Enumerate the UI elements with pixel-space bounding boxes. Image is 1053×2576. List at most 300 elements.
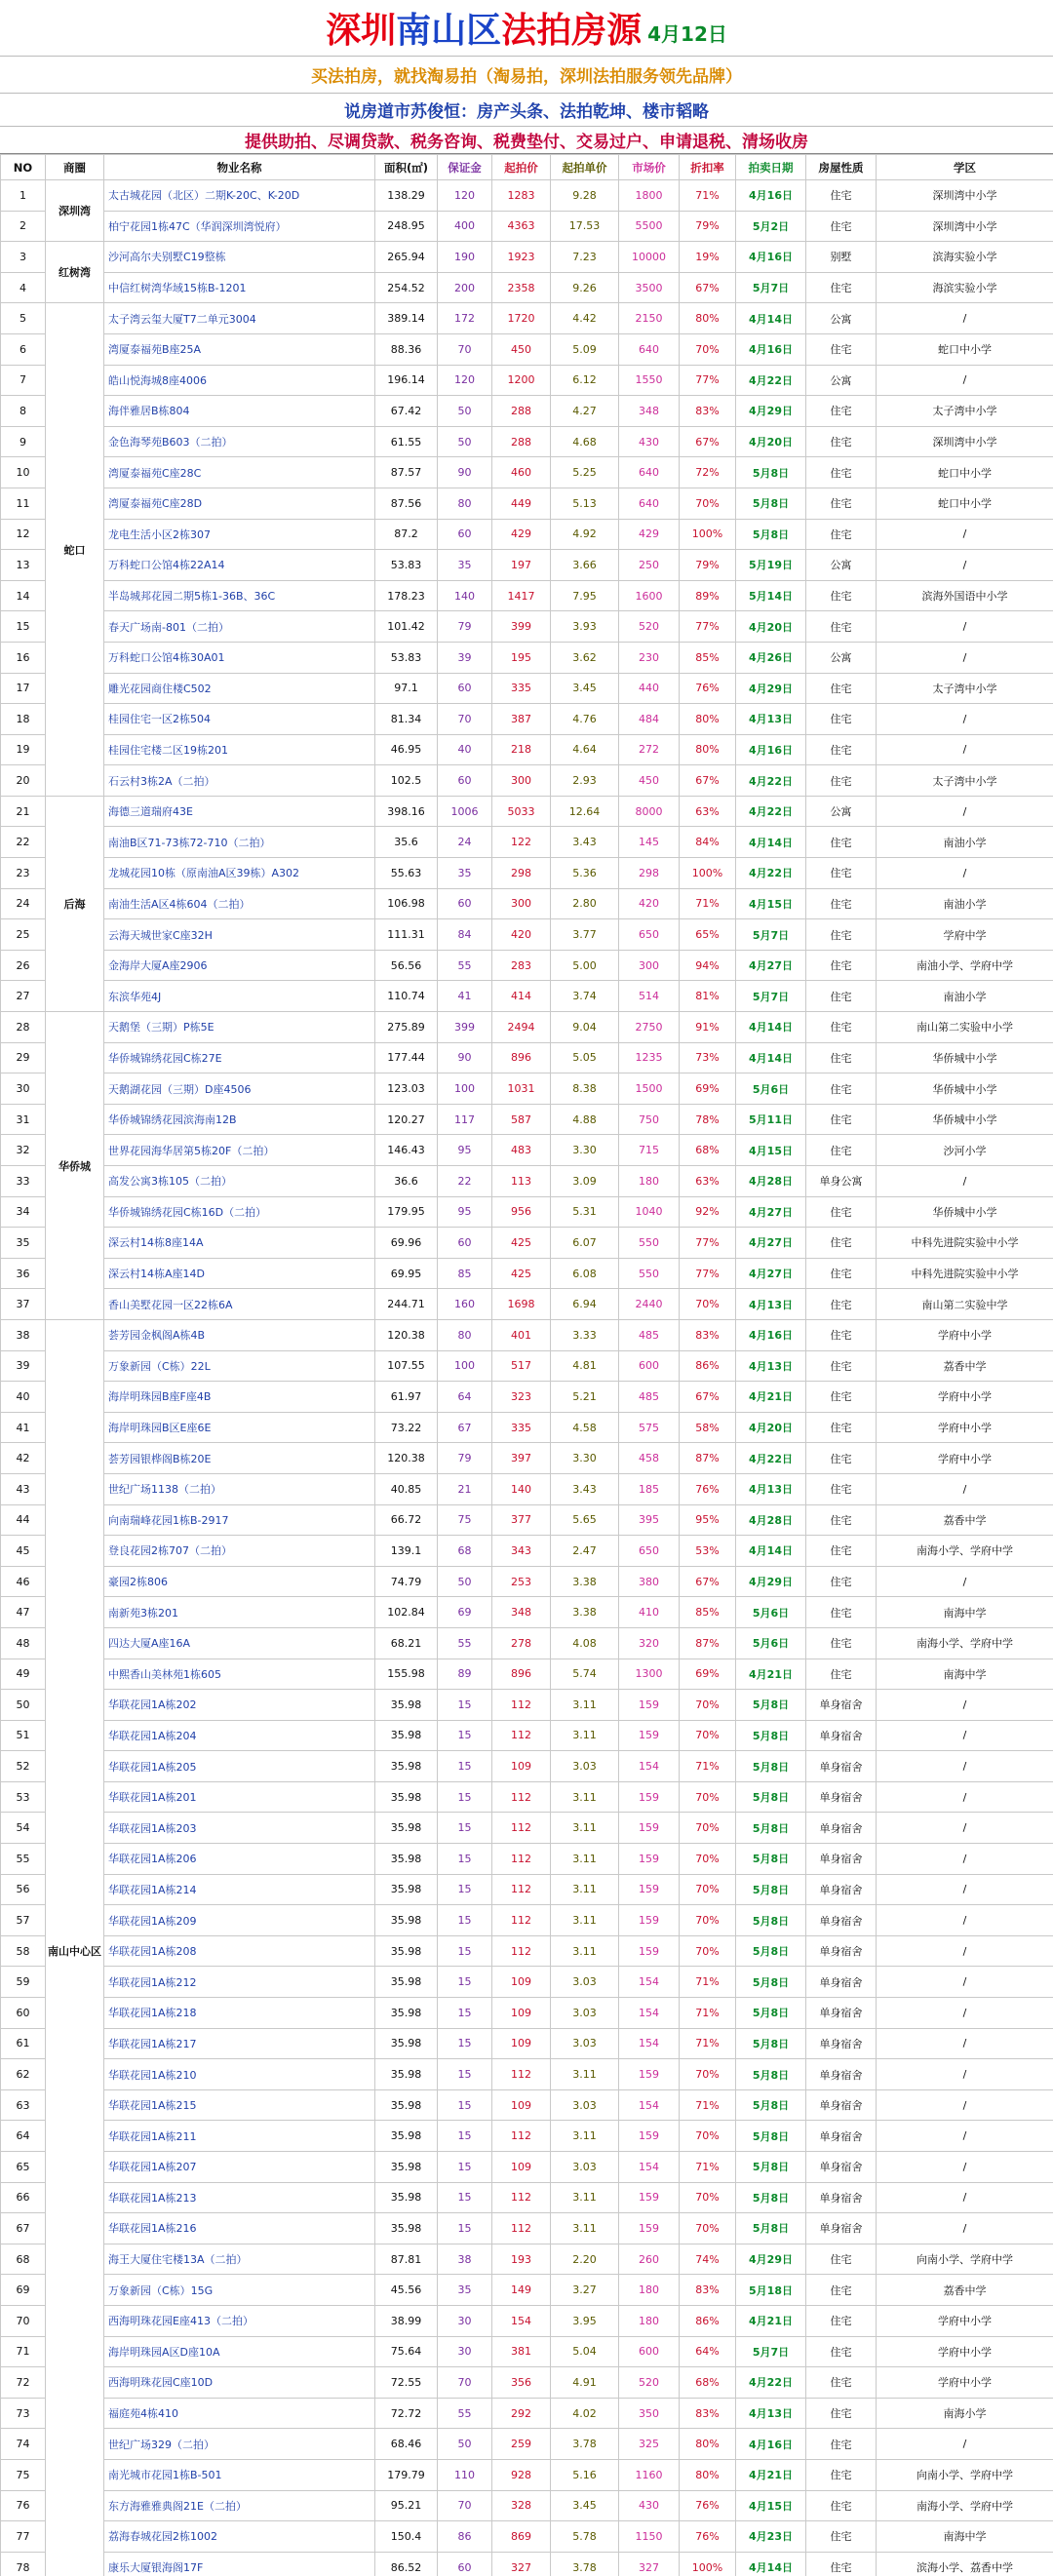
- cell-school: 学府中小学: [877, 1412, 1053, 1443]
- cell-auction-date: 4月23日: [736, 2521, 806, 2553]
- cell-market-price: 1150: [619, 2521, 680, 2553]
- cell-no: 19: [1, 734, 46, 765]
- cell-house-type: 住宅: [806, 1566, 877, 1597]
- cell-size: 81.34: [375, 704, 438, 735]
- cell-school: 学府中小学: [877, 2336, 1053, 2367]
- cell-property-name: 华联花园1A栋201: [104, 1781, 375, 1813]
- cell-size: 87.56: [375, 488, 438, 519]
- cell-area: 华侨城: [46, 1012, 104, 1320]
- cell-size: 86.52: [375, 2552, 438, 2576]
- cell-unit-price: 17.53: [551, 211, 619, 242]
- cell-size: 35.98: [375, 1967, 438, 1998]
- cell-market-price: 159: [619, 1935, 680, 1967]
- cell-deposit: 80: [438, 488, 492, 519]
- cell-property-name: 华联花园1A栋213: [104, 2182, 375, 2213]
- cell-unit-price: 2.20: [551, 2244, 619, 2275]
- cell-no: 60: [1, 1998, 46, 2029]
- cell-school: /: [877, 734, 1053, 765]
- cell-no: 16: [1, 642, 46, 673]
- cell-size: 53.83: [375, 642, 438, 673]
- cell-market-price: 1600: [619, 580, 680, 611]
- cell-property-name: 天鹅堡（三期）P栋5E: [104, 1012, 375, 1043]
- cell-house-type: 单身宿舍: [806, 1905, 877, 1936]
- cell-no: 72: [1, 2367, 46, 2399]
- cell-house-type: 单身宿舍: [806, 2121, 877, 2152]
- cell-market-price: 458: [619, 1443, 680, 1474]
- cell-discount: 100%: [680, 519, 736, 550]
- cell-property-name: 世纪广场1138（二拍）: [104, 1473, 375, 1504]
- cell-auction-date: 4月27日: [736, 1258, 806, 1289]
- cell-school: 南油小学: [877, 888, 1053, 919]
- cell-size: 35.98: [375, 1781, 438, 1813]
- cell-start-price: 122: [492, 827, 551, 858]
- cell-discount: 70%: [680, 1690, 736, 1721]
- table-row: [1, 765, 1053, 797]
- cell-size: 178.23: [375, 580, 438, 611]
- cell-discount: 71%: [680, 1751, 736, 1782]
- table-row: [1, 1258, 1053, 1289]
- cell-size: 35.98: [375, 1813, 438, 1844]
- cell-discount: 71%: [680, 1967, 736, 1998]
- cell-deposit: 70: [438, 2490, 492, 2521]
- cell-no: 56: [1, 1874, 46, 1905]
- cell-deposit: 100: [438, 1073, 492, 1105]
- cell-school: /: [877, 2182, 1053, 2213]
- cell-school: 华侨城中小学: [877, 1196, 1053, 1228]
- cell-start-price: 288: [492, 396, 551, 427]
- cell-school: 沙河小学: [877, 1135, 1053, 1166]
- cell-school: 学府中小学: [877, 2367, 1053, 2399]
- cell-property-name: 华联花园1A栋211: [104, 2121, 375, 2152]
- cell-area: 深圳湾: [46, 180, 104, 242]
- cell-size: 53.83: [375, 550, 438, 581]
- cell-house-type: 住宅: [806, 919, 877, 951]
- cell-no: 52: [1, 1751, 46, 1782]
- cell-discount: 69%: [680, 1659, 736, 1690]
- cell-house-type: 住宅: [806, 734, 877, 765]
- cell-house-type: 公寓: [806, 550, 877, 581]
- cell-auction-date: 4月14日: [736, 827, 806, 858]
- cell-market-price: 154: [619, 2152, 680, 2183]
- cell-size: 87.81: [375, 2244, 438, 2275]
- table-row: [1, 2213, 1053, 2244]
- table-row: [1, 303, 1053, 334]
- cell-property-name: 云海天城世家C座32H: [104, 919, 375, 951]
- cell-no: 13: [1, 550, 46, 581]
- cell-school: 南海小学、学府中学: [877, 2490, 1053, 2521]
- cell-size: 45.56: [375, 2275, 438, 2306]
- cell-no: 6: [1, 333, 46, 365]
- cell-house-type: 单身宿舍: [806, 2152, 877, 2183]
- cell-market-price: 298: [619, 858, 680, 889]
- cell-unit-price: 3.30: [551, 1443, 619, 1474]
- table-row: [1, 2398, 1053, 2429]
- cell-house-type: 住宅: [806, 333, 877, 365]
- cell-no: 45: [1, 1536, 46, 1567]
- cell-no: 20: [1, 765, 46, 797]
- cell-size: 102.5: [375, 765, 438, 797]
- cell-size: 69.96: [375, 1228, 438, 1259]
- cell-auction-date: 4月20日: [736, 1412, 806, 1443]
- cell-house-type: 住宅: [806, 1258, 877, 1289]
- cell-no: 73: [1, 2398, 46, 2429]
- cell-unit-price: 5.09: [551, 333, 619, 365]
- cell-auction-date: 4月28日: [736, 1166, 806, 1197]
- cell-no: 62: [1, 2059, 46, 2090]
- cell-unit-price: 4.27: [551, 396, 619, 427]
- cell-discount: 85%: [680, 1597, 736, 1628]
- cell-market-price: 410: [619, 1597, 680, 1628]
- cell-school: 荔香中学: [877, 1350, 1053, 1382]
- header-row: [1, 155, 1053, 180]
- cell-property-name: 豪园2栋806: [104, 1566, 375, 1597]
- cell-no: 37: [1, 1289, 46, 1320]
- cell-house-type: 单身宿舍: [806, 1720, 877, 1751]
- cell-auction-date: 5月8日: [736, 488, 806, 519]
- cell-school: 学府中小学: [877, 1382, 1053, 1413]
- col-size: 面积(㎡): [375, 155, 438, 180]
- cell-property-name: 康乐大厦银海阁17F: [104, 2552, 375, 2576]
- cell-house-type: 住宅: [806, 272, 877, 303]
- cell-size: 56.56: [375, 950, 438, 981]
- cell-deposit: 21: [438, 1473, 492, 1504]
- cell-unit-price: 4.81: [551, 1350, 619, 1382]
- cell-market-price: 550: [619, 1258, 680, 1289]
- cell-unit-price: 9.28: [551, 180, 619, 212]
- cell-auction-date: 5月8日: [736, 1690, 806, 1721]
- cell-property-name: 海王大厦住宅楼13A（二拍）: [104, 2244, 375, 2275]
- cell-discount: 80%: [680, 734, 736, 765]
- cell-no: 54: [1, 1813, 46, 1844]
- cell-no: 33: [1, 1166, 46, 1197]
- cell-size: 265.94: [375, 242, 438, 273]
- cell-market-price: 159: [619, 1905, 680, 1936]
- cell-deposit: 15: [438, 1813, 492, 1844]
- cell-start-price: 377: [492, 1504, 551, 1536]
- cell-market-price: 520: [619, 2367, 680, 2399]
- cell-auction-date: 5月8日: [736, 1781, 806, 1813]
- cell-unit-price: 3.03: [551, 1998, 619, 2029]
- cell-market-price: 159: [619, 1844, 680, 1875]
- cell-property-name: 湾厦泰福苑B座25A: [104, 333, 375, 365]
- cell-start-price: 109: [492, 1751, 551, 1782]
- cell-discount: 19%: [680, 242, 736, 273]
- cell-school: 深圳湾中小学: [877, 211, 1053, 242]
- cell-market-price: 430: [619, 2490, 680, 2521]
- cell-property-name: 华联花园1A栋218: [104, 1998, 375, 2029]
- cell-discount: 83%: [680, 1319, 736, 1350]
- cell-market-price: 159: [619, 2182, 680, 2213]
- cell-property-name: 东方海雅雅典阁21E（二拍）: [104, 2490, 375, 2521]
- cell-size: 120.38: [375, 1443, 438, 1474]
- cell-no: 7: [1, 365, 46, 396]
- cell-discount: 70%: [680, 1844, 736, 1875]
- cell-discount: 68%: [680, 2367, 736, 2399]
- cell-deposit: 50: [438, 426, 492, 457]
- table-row: [1, 611, 1053, 643]
- cell-auction-date: 5月8日: [736, 1844, 806, 1875]
- cell-start-price: 112: [492, 2182, 551, 2213]
- table-row: [1, 1228, 1053, 1259]
- cell-house-type: 住宅: [806, 1073, 877, 1105]
- cell-start-price: 425: [492, 1258, 551, 1289]
- cell-no: 35: [1, 1228, 46, 1259]
- cell-property-name: 海伴雅居B栋804: [104, 396, 375, 427]
- cell-market-price: 1160: [619, 2459, 680, 2490]
- cell-property-name: 香山美墅花园一区22栋6A: [104, 1289, 375, 1320]
- cell-property-name: 龙城花园10栋（原南油A区39栋）A302: [104, 858, 375, 889]
- cell-size: 35.98: [375, 1690, 438, 1721]
- cell-start-price: 587: [492, 1104, 551, 1135]
- cell-school: 南油小学、学府中学: [877, 950, 1053, 981]
- cell-discount: 84%: [680, 827, 736, 858]
- cell-unit-price: 3.11: [551, 1781, 619, 1813]
- cell-school: /: [877, 1998, 1053, 2029]
- cell-house-type: 住宅: [806, 981, 877, 1012]
- cell-house-type: 住宅: [806, 2398, 877, 2429]
- cell-school: /: [877, 1751, 1053, 1782]
- cell-start-price: 113: [492, 1166, 551, 1197]
- cell-house-type: 单身宿舍: [806, 1874, 877, 1905]
- cell-no: 9: [1, 426, 46, 457]
- cell-no: 32: [1, 1135, 46, 1166]
- table-row: [1, 580, 1053, 611]
- cell-deposit: 95: [438, 1135, 492, 1166]
- cell-school: /: [877, 2121, 1053, 2152]
- cell-school: 南海中学: [877, 2521, 1053, 2553]
- cell-market-price: 159: [619, 1874, 680, 1905]
- cell-market-price: 550: [619, 1228, 680, 1259]
- table-row: [1, 1751, 1053, 1782]
- cell-auction-date: 5月7日: [736, 272, 806, 303]
- cell-discount: 70%: [680, 333, 736, 365]
- cell-property-name: 天鹅湖花园（三期）D座4506: [104, 1073, 375, 1105]
- cell-auction-date: 4月22日: [736, 796, 806, 827]
- cell-house-type: 别墅: [806, 242, 877, 273]
- cell-market-price: 2440: [619, 1289, 680, 1320]
- cell-school: /: [877, 1813, 1053, 1844]
- cell-start-price: 414: [492, 981, 551, 1012]
- cell-discount: 73%: [680, 1042, 736, 1073]
- cell-house-type: 住宅: [806, 888, 877, 919]
- cell-start-price: 348: [492, 1597, 551, 1628]
- cell-start-price: 298: [492, 858, 551, 889]
- cell-start-price: 109: [492, 2152, 551, 2183]
- cell-unit-price: 8.38: [551, 1073, 619, 1105]
- cell-start-price: 1031: [492, 1073, 551, 1105]
- cell-start-price: 450: [492, 333, 551, 365]
- table-row: [1, 2244, 1053, 2275]
- cell-unit-price: 3.77: [551, 919, 619, 951]
- cell-discount: 77%: [680, 365, 736, 396]
- table-header: [1, 155, 1053, 180]
- cell-deposit: 50: [438, 1566, 492, 1597]
- cell-discount: 58%: [680, 1412, 736, 1443]
- cell-deposit: 35: [438, 858, 492, 889]
- cell-auction-date: 4月21日: [736, 2305, 806, 2336]
- cell-market-price: 640: [619, 333, 680, 365]
- cell-deposit: 172: [438, 303, 492, 334]
- cell-size: 46.95: [375, 734, 438, 765]
- cell-deposit: 117: [438, 1104, 492, 1135]
- cell-house-type: 住宅: [806, 2459, 877, 2490]
- cell-house-type: 单身宿舍: [806, 1935, 877, 1967]
- cell-no: 64: [1, 2121, 46, 2152]
- cell-size: 35.98: [375, 1998, 438, 2029]
- cell-discount: 86%: [680, 1350, 736, 1382]
- table-row: [1, 2429, 1053, 2460]
- cell-start-price: 109: [492, 1998, 551, 2029]
- table-row: [1, 1998, 1053, 2029]
- col-market-price: 市场价: [619, 155, 680, 180]
- cell-school: 向南小学、学府中学: [877, 2459, 1053, 2490]
- cell-start-price: 1698: [492, 1289, 551, 1320]
- cell-size: 120.27: [375, 1104, 438, 1135]
- cell-size: 101.42: [375, 611, 438, 643]
- cell-deposit: 15: [438, 1690, 492, 1721]
- cell-school: 学府中学: [877, 919, 1053, 951]
- cell-no: 12: [1, 519, 46, 550]
- cell-discount: 67%: [680, 765, 736, 797]
- cell-unit-price: 3.38: [551, 1566, 619, 1597]
- cell-start-price: 896: [492, 1042, 551, 1073]
- cell-no: 41: [1, 1412, 46, 1443]
- cell-size: 35.98: [375, 2182, 438, 2213]
- cell-no: 22: [1, 827, 46, 858]
- cell-property-name: 西海明珠花园E座413（二拍）: [104, 2305, 375, 2336]
- cell-deposit: 120: [438, 365, 492, 396]
- cell-no: 46: [1, 1566, 46, 1597]
- cell-unit-price: 3.43: [551, 1473, 619, 1504]
- cell-size: 120.38: [375, 1319, 438, 1350]
- cell-property-name: 中熙香山美林苑1栋605: [104, 1659, 375, 1690]
- cell-market-price: 10000: [619, 242, 680, 273]
- table-row: [1, 1874, 1053, 1905]
- cell-auction-date: 4月13日: [736, 2398, 806, 2429]
- cell-auction-date: 5月8日: [736, 1967, 806, 1998]
- cell-size: 155.98: [375, 1659, 438, 1690]
- cell-market-price: 3500: [619, 272, 680, 303]
- col-type: 房屋性质: [806, 155, 877, 180]
- cell-no: 49: [1, 1659, 46, 1690]
- cell-deposit: 15: [438, 2028, 492, 2059]
- cell-house-type: 住宅: [806, 1536, 877, 1567]
- cell-start-price: 483: [492, 1135, 551, 1166]
- cell-size: 38.99: [375, 2305, 438, 2336]
- cell-discount: 83%: [680, 396, 736, 427]
- cell-auction-date: 5月8日: [736, 2182, 806, 2213]
- cell-property-name: 桂园住宅一区2栋504: [104, 704, 375, 735]
- cell-auction-date: 5月7日: [736, 919, 806, 951]
- cell-school: 太子湾中小学: [877, 396, 1053, 427]
- cell-market-price: 1800: [619, 180, 680, 212]
- cell-school: 荔香中学: [877, 1504, 1053, 1536]
- cell-house-type: 单身公寓: [806, 1166, 877, 1197]
- cell-school: 向南小学、学府中学: [877, 2244, 1053, 2275]
- cell-market-price: 2150: [619, 303, 680, 334]
- cell-deposit: 68: [438, 1536, 492, 1567]
- table-body: [1, 180, 1053, 2576]
- table-row: [1, 180, 1053, 212]
- cell-size: 398.16: [375, 796, 438, 827]
- cell-discount: 71%: [680, 1998, 736, 2029]
- table-row: [1, 1844, 1053, 1875]
- cell-market-price: 395: [619, 1504, 680, 1536]
- cell-deposit: 110: [438, 2459, 492, 2490]
- cell-deposit: 95: [438, 1196, 492, 1228]
- cell-school: 华侨城中小学: [877, 1073, 1053, 1105]
- cell-discount: 79%: [680, 211, 736, 242]
- cell-no: 43: [1, 1473, 46, 1504]
- cell-start-price: 896: [492, 1659, 551, 1690]
- cell-auction-date: 4月14日: [736, 1012, 806, 1043]
- cell-no: 23: [1, 858, 46, 889]
- cell-deposit: 15: [438, 1935, 492, 1967]
- cell-property-name: 皓山悦海城8座4006: [104, 365, 375, 396]
- table-row: [1, 1597, 1053, 1628]
- cell-deposit: 41: [438, 981, 492, 1012]
- cell-start-price: 425: [492, 1228, 551, 1259]
- cell-market-price: 485: [619, 1382, 680, 1413]
- cell-school: 南山第二实验中学: [877, 1289, 1053, 1320]
- cell-deposit: 15: [438, 1844, 492, 1875]
- cell-market-price: 327: [619, 2552, 680, 2576]
- cell-market-price: 514: [619, 981, 680, 1012]
- cell-house-type: 住宅: [806, 1473, 877, 1504]
- cell-discount: 65%: [680, 919, 736, 951]
- cell-start-price: 2358: [492, 272, 551, 303]
- cell-unit-price: 3.11: [551, 1935, 619, 1967]
- cell-size: 177.44: [375, 1042, 438, 1073]
- cell-house-type: 住宅: [806, 1319, 877, 1350]
- cell-unit-price: 3.43: [551, 827, 619, 858]
- cell-unit-price: 3.74: [551, 981, 619, 1012]
- cell-market-price: 600: [619, 1350, 680, 1382]
- cell-discount: 70%: [680, 1935, 736, 1967]
- cell-start-price: 869: [492, 2521, 551, 2553]
- cell-auction-date: 4月27日: [736, 1228, 806, 1259]
- cell-school: /: [877, 1690, 1053, 1721]
- cell-market-price: 159: [619, 1720, 680, 1751]
- table-row: [1, 1720, 1053, 1751]
- cell-property-name: 世纪广场329（二拍）: [104, 2429, 375, 2460]
- cell-house-type: 住宅: [806, 1135, 877, 1166]
- cell-discount: 64%: [680, 2336, 736, 2367]
- cell-unit-price: 3.11: [551, 1720, 619, 1751]
- cell-deposit: 15: [438, 2182, 492, 2213]
- cell-unit-price: 5.04: [551, 2336, 619, 2367]
- cell-deposit: 30: [438, 2305, 492, 2336]
- cell-deposit: 80: [438, 1319, 492, 1350]
- cell-start-price: 2494: [492, 1012, 551, 1043]
- cell-market-price: 520: [619, 611, 680, 643]
- cell-no: 34: [1, 1196, 46, 1228]
- cell-market-price: 484: [619, 704, 680, 735]
- cell-market-price: 380: [619, 1566, 680, 1597]
- cell-size: 248.95: [375, 211, 438, 242]
- cell-unit-price: 3.09: [551, 1166, 619, 1197]
- table-row: [1, 1566, 1053, 1597]
- cell-discount: 63%: [680, 796, 736, 827]
- cell-school: /: [877, 1781, 1053, 1813]
- cell-unit-price: 6.12: [551, 365, 619, 396]
- cell-unit-price: 4.58: [551, 1412, 619, 1443]
- cell-deposit: 15: [438, 2059, 492, 2090]
- cell-start-price: 259: [492, 2429, 551, 2460]
- cell-property-name: 世界花园海华居第5栋20F（二拍）: [104, 1135, 375, 1166]
- cell-unit-price: 4.88: [551, 1104, 619, 1135]
- cell-house-type: 住宅: [806, 2244, 877, 2275]
